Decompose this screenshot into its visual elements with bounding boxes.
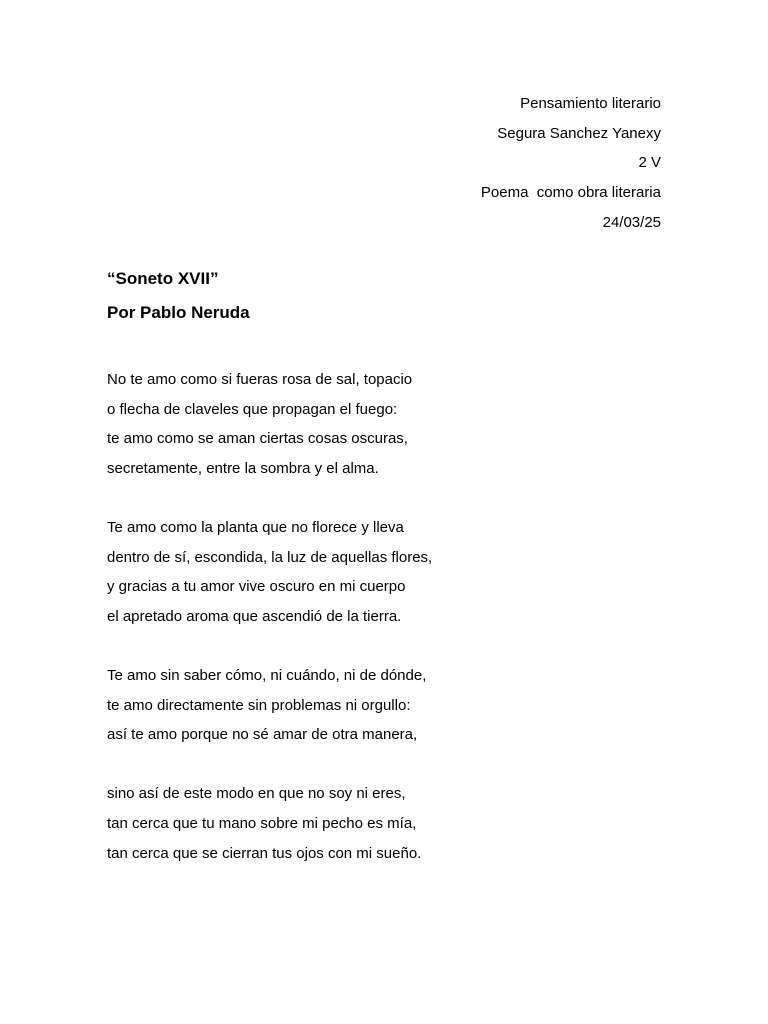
- verse: No te amo como si fueras rosa de sal, topacio: [107, 371, 413, 388]
- verse: te amo directamente sin problemas ni orgullo:: [107, 696, 411, 714]
- date: 24/03/25: [602, 213, 661, 231]
- verse: el apretado aroma que ascendió de la tierra.: [107, 607, 402, 625]
- verse: dentro de sí, escondida, la luz de aquellas flores,: [107, 548, 433, 566]
- verse: Te amo sin saber cómo, ni cuándo, ni de dónde,: [107, 666, 427, 684]
- verse: tan cerca que se cierran tus ojos con mi sueño.: [107, 844, 422, 862]
- verse: te amo como se aman ciertas cosas oscuras,: [107, 430, 408, 448]
- student-name: Segura Sanchez Yanexy: [497, 124, 661, 142]
- verse: Te amo como la planta que no florece y lleva: [107, 518, 404, 536]
- poem-heading: [107, 266, 250, 333]
- poem-title: “Soneto XVII”: [107, 269, 219, 288]
- stanza-2: [107, 513, 432, 631]
- stanza-3: [107, 661, 432, 750]
- poem-author: Por Pablo Neruda: [107, 302, 250, 322]
- assignment-title: Poema como obra literaria: [480, 184, 661, 202]
- poem-body: [107, 365, 432, 898]
- document-header: [481, 89, 661, 238]
- course-name: Pensamiento literario: [520, 95, 661, 112]
- verse: así te amo porque no sé amar de otra manera,: [107, 726, 418, 744]
- verse: o flecha de claveles que propagan el fuego:: [107, 400, 398, 418]
- verse: sino así de este modo en que no soy ni eres,: [107, 785, 406, 803]
- stanza-4: [107, 779, 432, 868]
- verse: secretamente, entre la sombra y el alma.: [107, 459, 379, 477]
- verse: y gracias a tu amor vive oscuro en mi cuerpo: [107, 578, 406, 596]
- stanza-1: [107, 365, 432, 483]
- verse: tan cerca que tu mano sobre mi pecho es mía,: [107, 814, 417, 832]
- group: 2 V: [638, 154, 661, 172]
